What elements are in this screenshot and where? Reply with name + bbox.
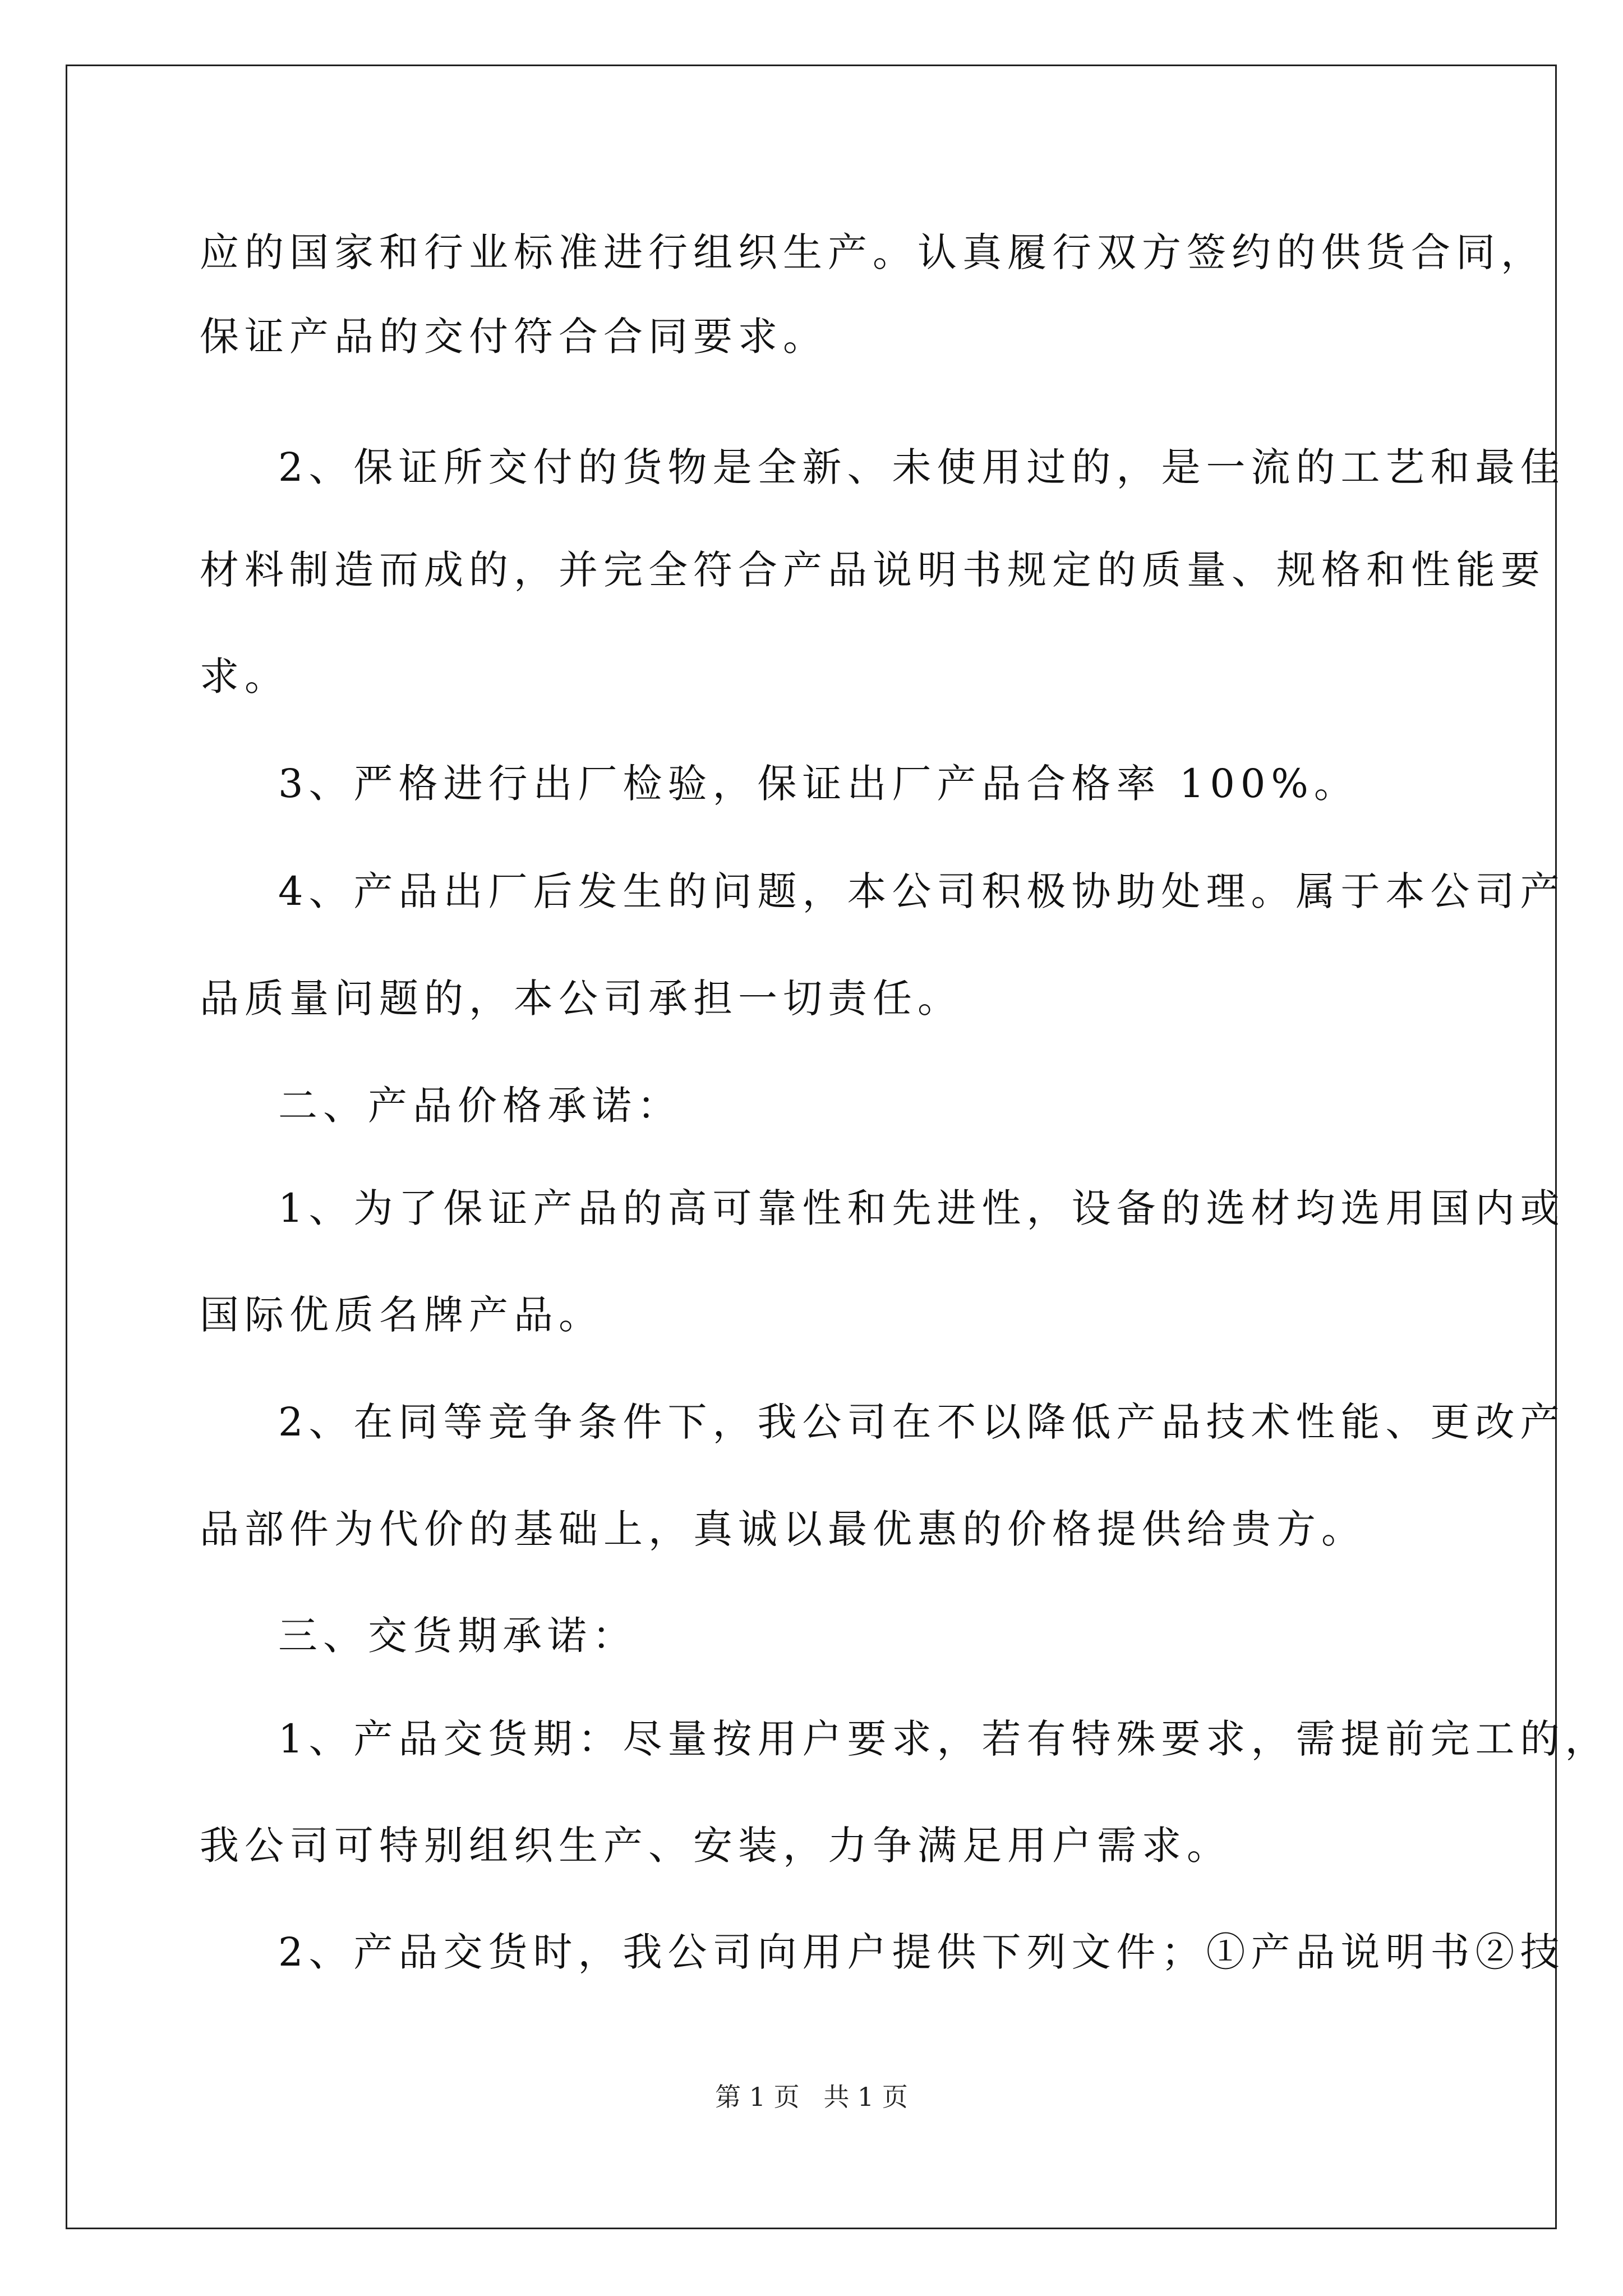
text-line: 3、严格进行出厂检验，保证出厂产品合格率 100%。 xyxy=(278,761,1359,807)
page-total: 共 1 页 xyxy=(823,2082,908,2112)
page-border xyxy=(66,65,1557,2229)
text-line: 求。 xyxy=(200,654,289,700)
section-heading: 三、交货期承诺： xyxy=(278,1613,637,1659)
text-line: 保证产品的交付符合合同要求。 xyxy=(200,314,828,360)
section-heading: 二、产品价格承诺： xyxy=(278,1083,682,1129)
page-number: 第 1 页 xyxy=(715,2082,800,2112)
text-line: 国际优质名牌产品。 xyxy=(200,1292,603,1338)
text-line: 4、产品出厂后发生的问题，本公司积极协助处理。属于本公司产 xyxy=(278,868,1565,914)
text-line: 材料制造而成的，并完全符合产品说明书规定的质量、规格和性能要 xyxy=(200,547,1546,593)
text-line: 应的国家和行业标准进行组织生产。认真履行双方签约的供货合同， xyxy=(200,229,1546,275)
text-line: 品部件为代价的基础上，真诚以最优惠的价格提供给贵方。 xyxy=(200,1506,1366,1552)
text-line: 2、在同等竞争条件下，我公司在不以降低产品技术性能、更改产 xyxy=(278,1399,1565,1445)
text-line: 2、产品交货时，我公司向用户提供下列文件；①产品说明书②技 xyxy=(278,1929,1565,1975)
text-line: 1、产品交货期：尽量按用户要求，若有特殊要求，需提前完工的， xyxy=(278,1716,1610,1762)
text-line: 品质量问题的，本公司承担一切责任。 xyxy=(200,976,962,1022)
text-line: 我公司可特别组织生产、安装，力争满足用户需求。 xyxy=(200,1823,1232,1869)
text-line: 2、保证所交付的货物是全新、未使用过的，是一流的工艺和最佳 xyxy=(278,444,1565,490)
text-line: 1、为了保证产品的高可靠性和先进性，设备的选材均选用国内或 xyxy=(278,1185,1565,1231)
page-footer xyxy=(0,2080,1623,2114)
